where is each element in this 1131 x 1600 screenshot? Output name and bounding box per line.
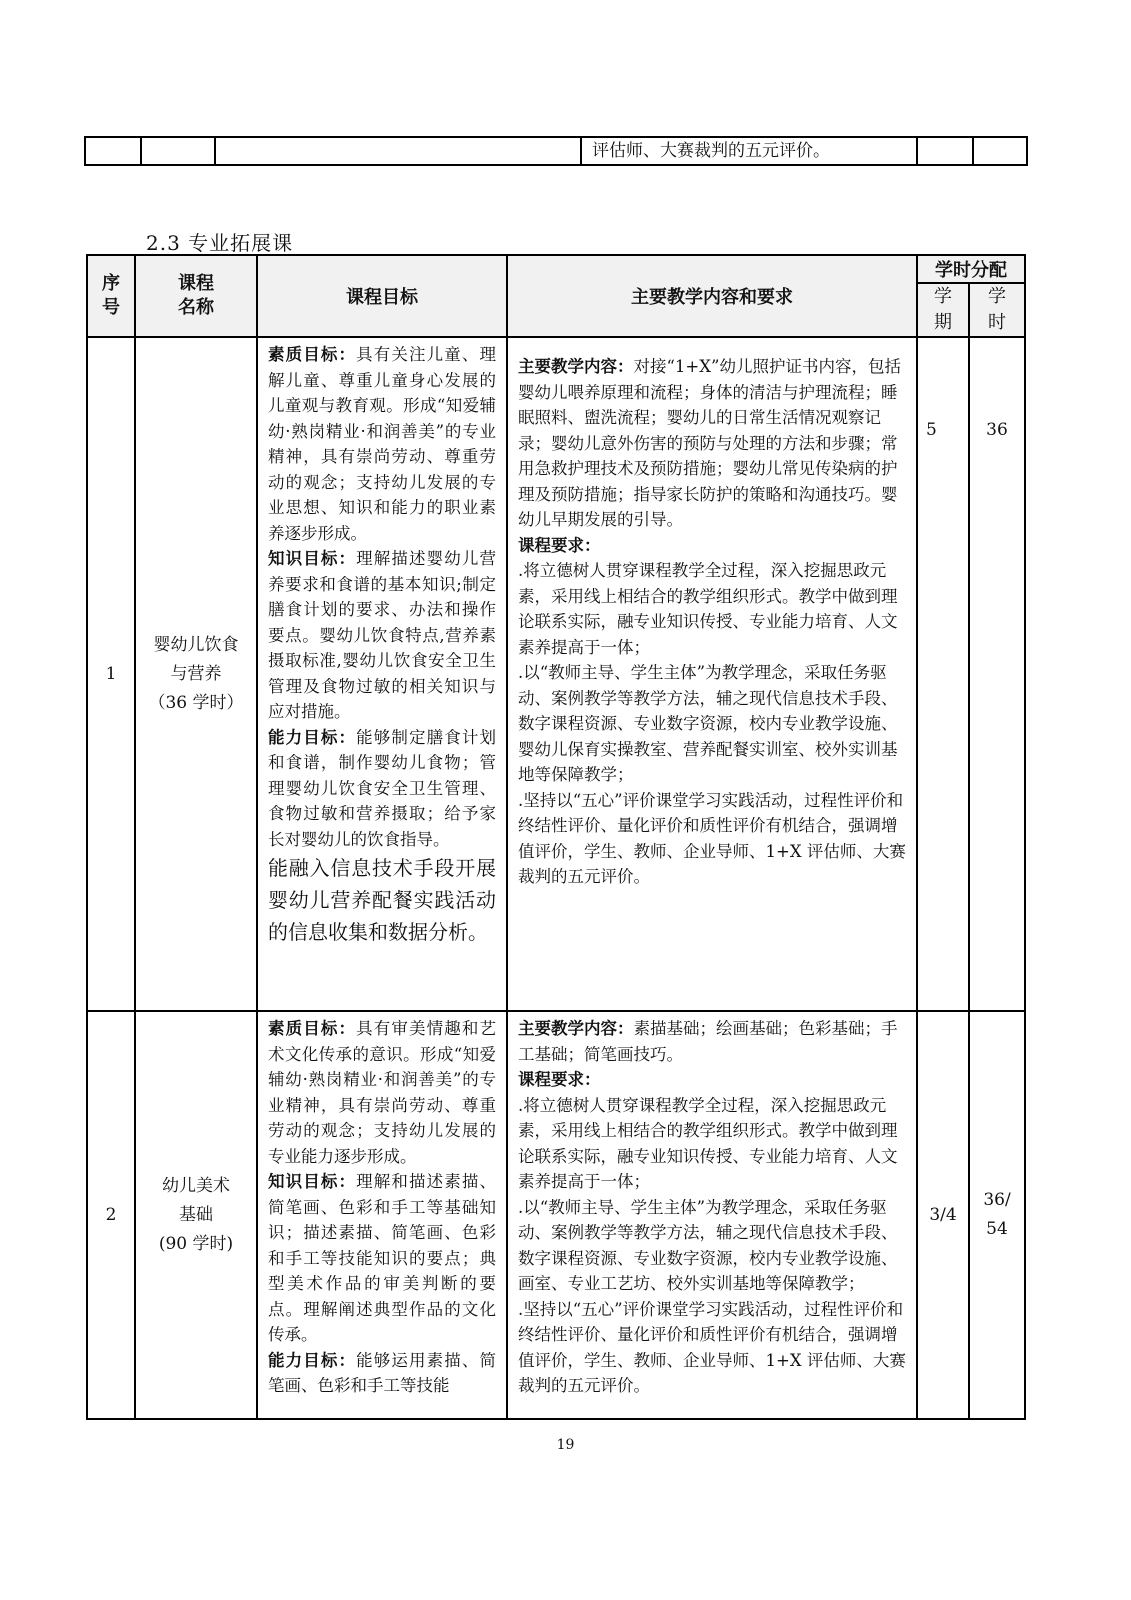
header-hours-line2: 时 bbox=[988, 312, 1006, 333]
header-seq-line2: 号 bbox=[102, 297, 120, 318]
continuation-row bbox=[85, 137, 1027, 165]
row-goals bbox=[257, 1011, 507, 1419]
continuation-text: 评估师、大赛裁判的五元评价。 bbox=[592, 141, 830, 161]
row-course-name bbox=[135, 1011, 257, 1419]
header-semester-line2: 期 bbox=[934, 312, 952, 333]
goal-text: 具有关注儿童、理解儿童、尊重儿童身心发展的儿童观与教育观。形成“知爱辅幼·熟岗精业·和润善美”的专业精神，具有崇尚劳动、尊重劳动的观念；支持幼儿发展的专业思想、知识和能力的职业素养逐步形成。 bbox=[268, 345, 496, 543]
goal-text: 具有审美情趣和艺术文化传承的意识。形成“知爱辅幼·熟岗精业·和润善美”的专业精神，具有崇尚劳动、尊重劳动的观念；支持幼儿发展的专业能力逐步形成。 bbox=[268, 1019, 496, 1166]
requirement-item: .将立德树人贯穿课程教学全过程，深入挖掘思政元素，采用线上相结合的教学组织形式。教学中做到理论联系实际，融专业知识传授、专业能力培育、人文素养提高于一体； bbox=[518, 1095, 898, 1191]
row-content bbox=[507, 1011, 917, 1419]
course-table bbox=[86, 254, 1026, 1420]
header-course-name bbox=[135, 255, 257, 337]
cont-cell-content bbox=[581, 137, 917, 165]
header-hours bbox=[969, 283, 1025, 337]
cont-cell-hours bbox=[973, 137, 1027, 165]
goal-knowledge bbox=[268, 546, 496, 725]
continuation-table bbox=[84, 136, 1028, 166]
row-hours bbox=[969, 1011, 1025, 1419]
row-semester: 5 bbox=[917, 337, 969, 1011]
header-course-name-line1: 课程 bbox=[178, 273, 214, 294]
cont-cell-seq bbox=[85, 137, 141, 165]
requirements-label: 课程要求： bbox=[518, 1070, 601, 1089]
goal-knowledge bbox=[268, 1169, 496, 1348]
course-name-hours: (90 学时) bbox=[158, 1233, 234, 1254]
row-hours-line: 54 bbox=[986, 1219, 1008, 1239]
goal-label: 素质目标： bbox=[268, 345, 357, 364]
row-semester: 3/4 bbox=[917, 1011, 969, 1419]
content-main bbox=[518, 354, 906, 533]
requirement-item: .将立德树人贯穿课程教学全过程，深入挖掘思政元素，采用线上相结合的教学组织形式。教学中做到理论联系实际，融专业知识传授、专业能力培育、人文素养提高于一体； bbox=[518, 561, 898, 657]
row-course-name bbox=[135, 337, 257, 1011]
table-row bbox=[87, 1011, 1025, 1419]
row-goals bbox=[257, 337, 507, 1011]
goal-quality bbox=[268, 342, 496, 546]
requirement-item: .以“教师主导、学生主体”为教学理念，采取任务驱动、案例教学等教学方法，辅之现代信息技术手段、数字课程资源、专业数字资源，校内专业教学设施、画室、专业工艺坊、校外实训基地等保障教学； bbox=[518, 1197, 898, 1293]
header-hours-group: 学时分配 bbox=[917, 255, 1025, 283]
goal-label: 素质目标： bbox=[268, 1019, 357, 1038]
requirements-label: 课程要求： bbox=[518, 535, 601, 555]
content-main bbox=[518, 1016, 906, 1067]
course-name-line: 基础 bbox=[179, 1204, 213, 1225]
row-seq: 2 bbox=[87, 1011, 135, 1419]
header-semester bbox=[917, 283, 969, 337]
goal-ability bbox=[268, 725, 496, 853]
requirement-item: .以“教师主导、学生主体”为教学理念，采取任务驱动、案例教学等教学方法，辅之现代信息技术手段、数字课程资源、专业数字资源，校内专业教学设施、婴幼儿保育实操教室、营养配餐实训室、校外实训基地等保障教学； bbox=[518, 663, 898, 784]
table-row bbox=[87, 337, 1025, 1011]
goal-label: 知识目标： bbox=[268, 549, 357, 568]
header-seq bbox=[87, 255, 135, 337]
header-semester-line1: 学 bbox=[934, 286, 952, 307]
row-content bbox=[507, 337, 917, 1011]
goal-label: 能力目标： bbox=[268, 727, 357, 747]
goal-quality bbox=[268, 1016, 496, 1169]
goal-ability bbox=[268, 1348, 496, 1399]
goal-text: 理解描述婴幼儿营养要求和食谱的基本知识;制定膳食计划的要求、办法和操作要点。婴幼儿饮食特点,营养素摄取标准,婴幼儿饮食安全卫生管理及食物过敏的相关知识与应对措施。 bbox=[268, 549, 496, 721]
goal-text: 能够运用素描、简笔画、色彩和手工等技能 bbox=[268, 1350, 496, 1395]
goal-text: 能够制定膳食计划和食谱，制作婴幼儿食物；管理婴幼儿饮食安全卫生管理、食物过敏和营养摄取；给予家长对婴幼儿的饮食指导。 bbox=[268, 727, 496, 849]
goal-label: 知识目标： bbox=[268, 1172, 357, 1191]
requirement-item: .坚持以“五心”评价课堂学习实践活动，过程性评价和终结性评价、量化评价和质性评价有机结合，强调增值评价，学生、教师、企业导师、1+X 评估师、大赛裁判的五元评价。 bbox=[518, 1299, 906, 1395]
page-number: 19 bbox=[556, 1437, 575, 1453]
goal-ability-extra: 能融入信息技术手段开展婴幼儿营养配餐实践活动的信息收集和数据分析。 bbox=[268, 856, 496, 944]
cont-cell-goal bbox=[215, 137, 581, 165]
cont-cell-name bbox=[141, 137, 215, 165]
course-name-line: 婴幼儿饮食 bbox=[153, 634, 239, 655]
header-seq-line1: 序 bbox=[102, 273, 120, 294]
header-course-name-line2: 名称 bbox=[178, 297, 214, 318]
content-label: 主要教学内容： bbox=[518, 357, 634, 376]
cont-cell-semester bbox=[917, 137, 973, 165]
row-hours-line: 36/ bbox=[983, 1190, 1011, 1210]
goal-label: 能力目标： bbox=[268, 1350, 357, 1370]
header-goal: 课程目标 bbox=[257, 255, 507, 337]
row-hours: 36 bbox=[969, 337, 1025, 1011]
course-name-line: 与营养 bbox=[170, 663, 222, 684]
content-text: 素描基础；绘画基础；色彩基础；手工基础；简笔画技巧。 bbox=[518, 1019, 898, 1064]
content-text: 对接“1+X”幼儿照护证书内容，包括婴幼儿喂养原理和流程；身体的清洁与护理流程；睡眠照料、盥洗流程；婴幼儿的日常生活情况观察记录；婴幼儿意外伤害的预防与处理的方法和步骤；常用急救护理技术及预防措施；婴幼儿常见传染病的护理及预防措施；指导家长防护的策略和沟通技巧。婴幼儿早期发展的引导。 bbox=[518, 357, 901, 529]
course-name-line: 幼儿美术 bbox=[162, 1175, 230, 1196]
goal-text: 理解和描述素描、简笔画、色彩和手工等基础知识；描述素描、简笔画、色彩和手工等技能知识的要点；典型美术作品的审美判断的要点。理解阐述典型作品的文化传承。 bbox=[268, 1172, 496, 1344]
section-title: 2.3 专业拓展课 bbox=[146, 231, 294, 255]
header-hours-line1: 学 bbox=[988, 286, 1006, 307]
requirement-item: .坚持以“五心”评价课堂学习实践活动，过程性评价和终结性评价、量化评价和质性评价有机结合，强调增值评价，学生、教师、企业导师、1+X 评估师、大赛裁判的五元评价。 bbox=[518, 790, 906, 886]
content-label: 主要教学内容： bbox=[518, 1019, 634, 1038]
row-seq: 1 bbox=[87, 337, 135, 1011]
course-name-hours: （36 学时） bbox=[148, 692, 244, 713]
header-content: 主要教学内容和要求 bbox=[507, 255, 917, 337]
